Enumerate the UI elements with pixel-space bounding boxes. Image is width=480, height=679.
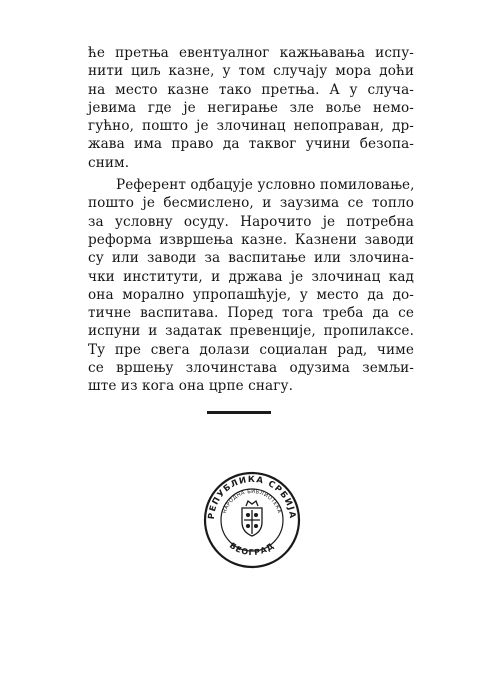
text-line: на место казне тако претња. А у случа- [88, 81, 414, 98]
svg-text:БЕОГРАД [228, 541, 276, 557]
text-line: за условну осуду. Нарочито је потребна [88, 213, 414, 230]
text-line: чки институти, и држава је злочинац кад [88, 268, 414, 285]
body-text [88, 44, 414, 396]
text-line: пошто је бесмислено, и заузима се топло [88, 195, 414, 212]
text-line: гућно, пошто је злочинац непоправан, др- [88, 118, 414, 135]
text-line: јевима где је негирање зле воље немо- [88, 99, 414, 116]
text-line: Референт одбацује условно помиловање, [116, 177, 415, 194]
library-stamp [202, 470, 302, 570]
text-line: тичне васпитава. Поред тога треба да се [88, 305, 414, 322]
text-line: испуни и задатак превенције, пропилаксе. [88, 323, 414, 340]
text-line: се вршењу злочинстава одузима земљи- [88, 360, 414, 377]
paragraph-1 [88, 44, 414, 172]
text-line: жава има право да таквог учини безопа- [88, 136, 414, 153]
text-line: су или заводи за васпитање или злочина- [88, 250, 414, 267]
text-line: реформа извршења казне. Казнени заводи [88, 231, 414, 248]
text-line: нити циљ казне, у том случају мора доћи [88, 63, 414, 80]
text-line: ће претња евентуалног кажњавања испу- [88, 45, 414, 61]
text-line: ште из кога она црпе снагу. [88, 378, 294, 395]
paragraph-2 [88, 176, 414, 396]
text-line: Ту пре свега долази социалан рад, чиме [88, 341, 414, 358]
stamp-bottom-text: БЕОГРАД [227, 540, 277, 558]
stamp-inner-text: НАРОДНА БИБЛИОТЕКА [221, 488, 283, 515]
text-line: она морално упропашћује, у место да до- [88, 286, 414, 303]
section-divider [207, 411, 271, 414]
stamp-outer-text: РЕПУБЛИКА СРБИЈА [206, 474, 298, 520]
text-line: сним. [88, 154, 130, 171]
coat-of-arms-icon [242, 501, 262, 536]
